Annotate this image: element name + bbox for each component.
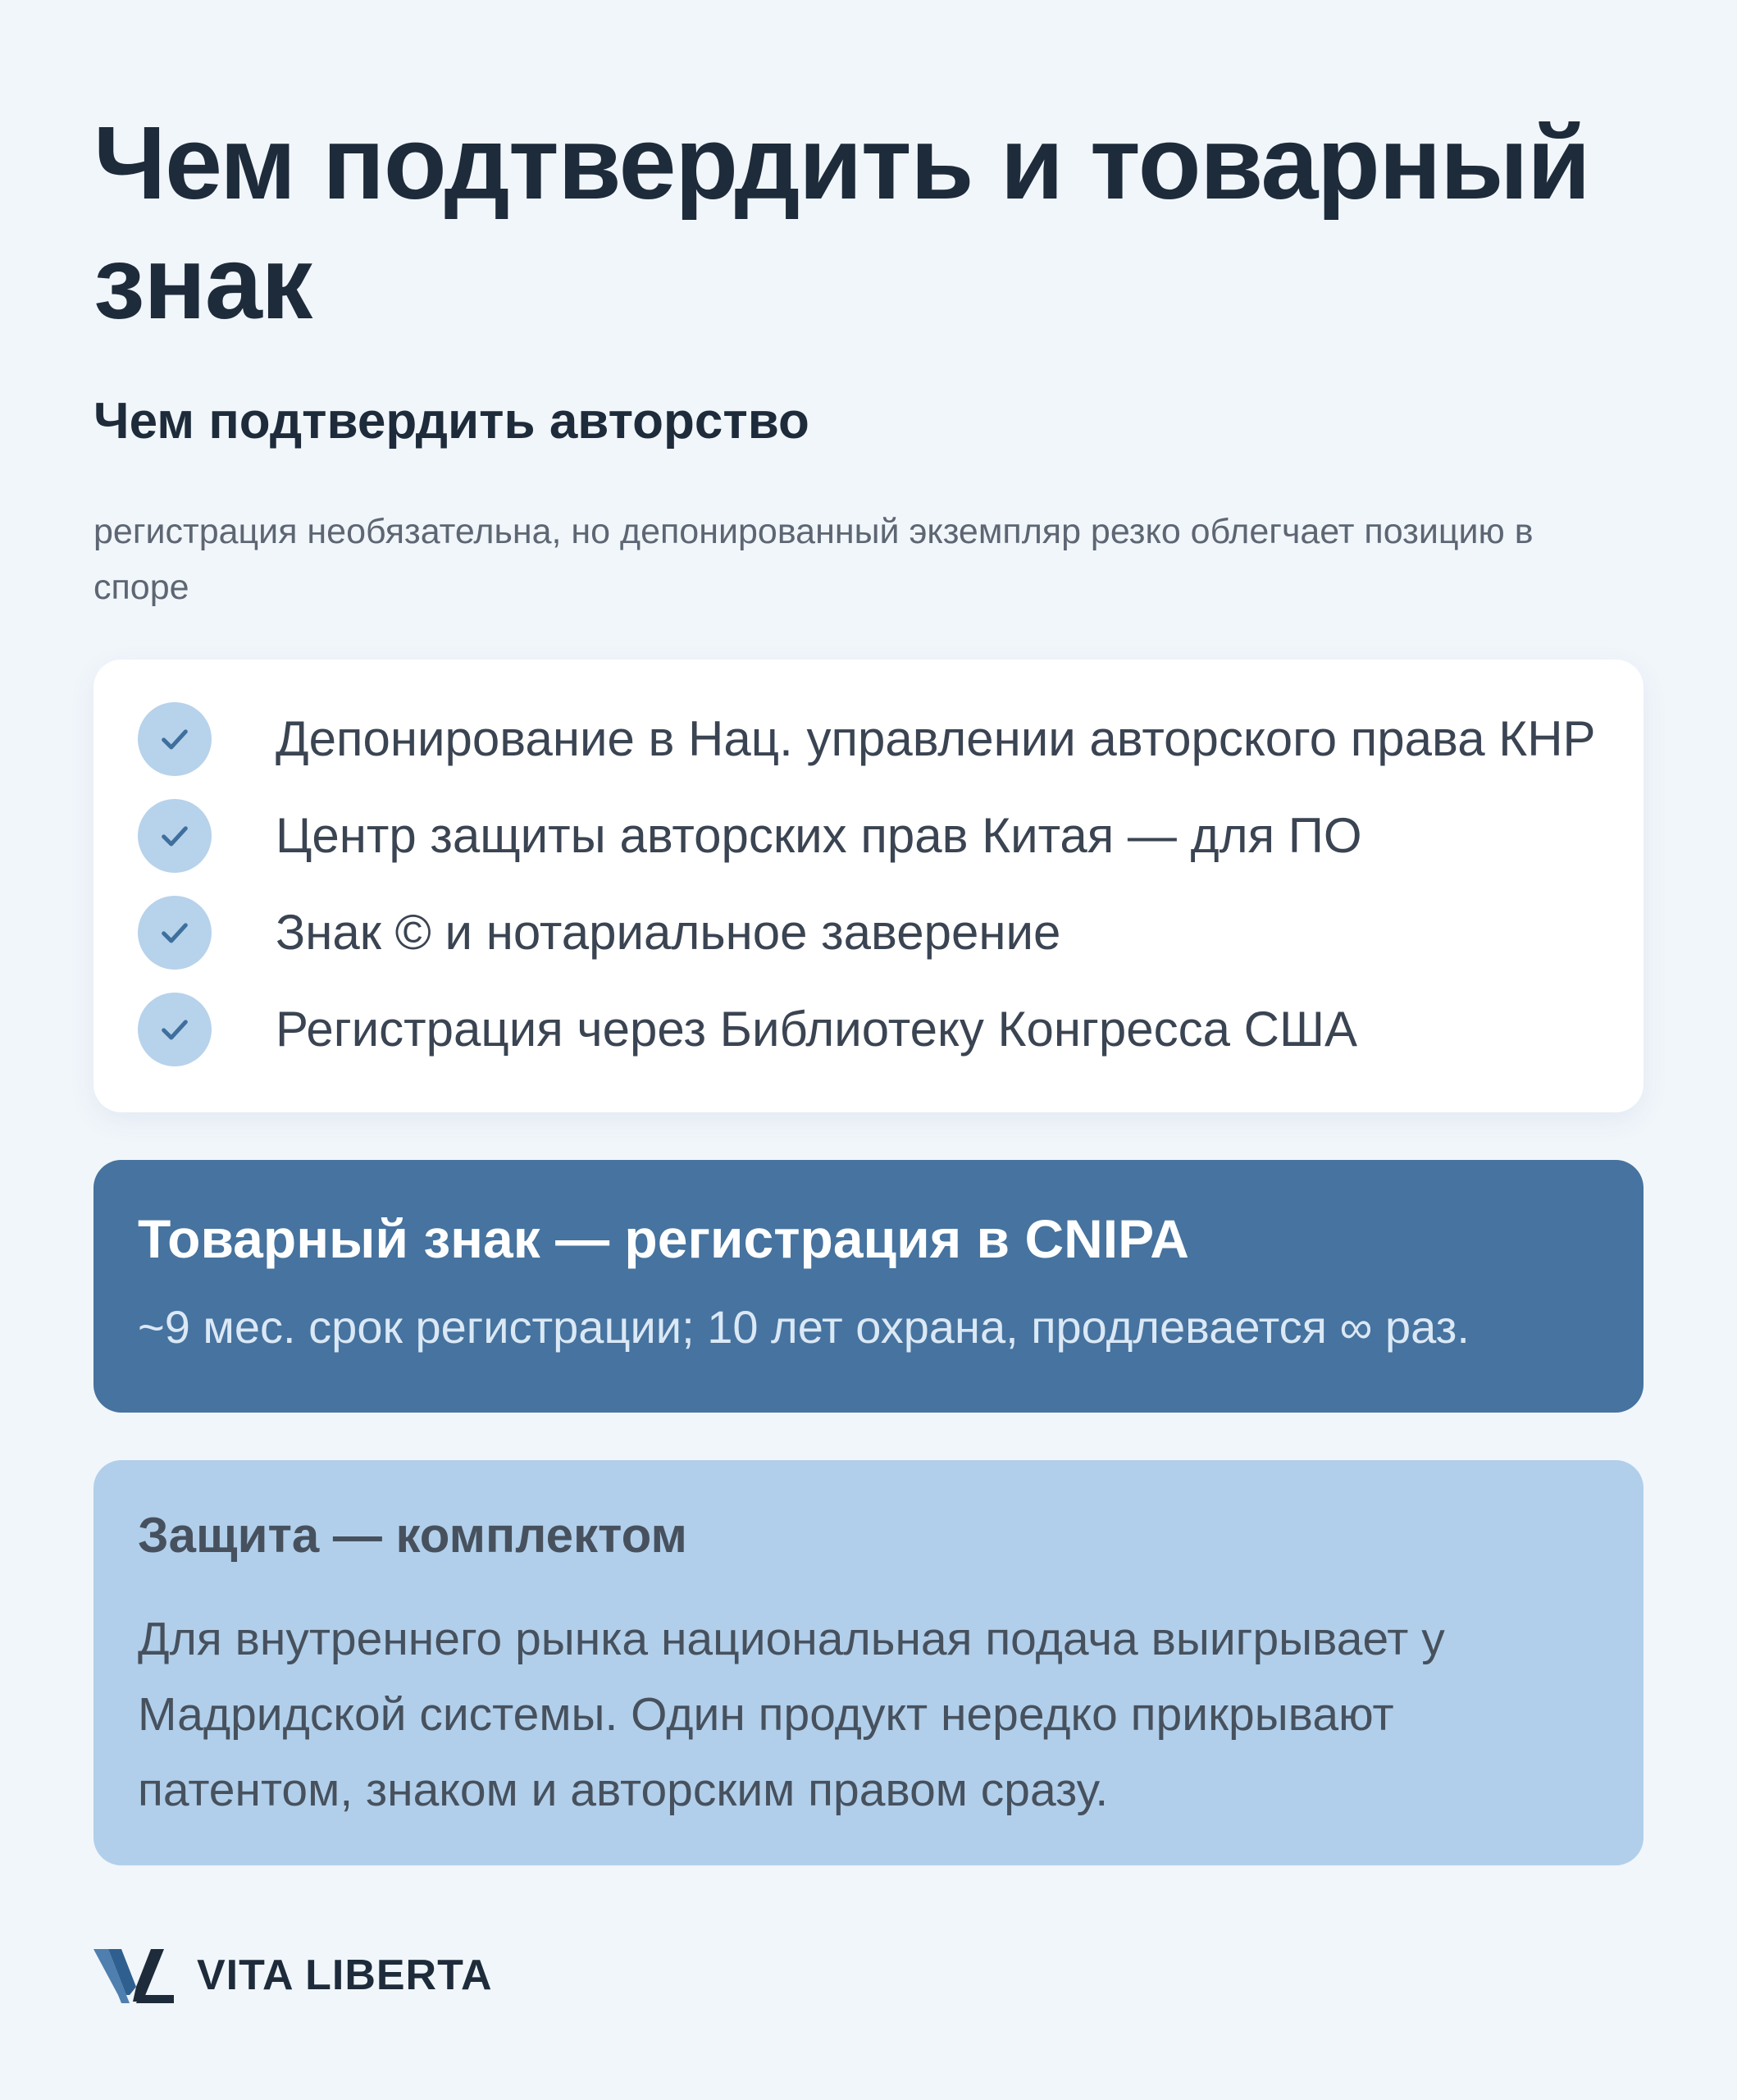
brand-logo (93, 1942, 493, 2008)
logo-mark-icon (93, 1944, 176, 2006)
list-item-label: Регистрация через Библиотеку Конгресса США (276, 1002, 1358, 1057)
trademark-title: Товарный знак — регистрация в CNIPA (138, 1208, 1189, 1269)
list-item-label: Депонирование в Нац. управлении авторского права КНР (276, 711, 1596, 766)
list-item (138, 799, 1362, 873)
list-item (138, 993, 1357, 1066)
complex-text: Для внутреннего рынка национальная подача выигрывает у Мадридской системы. Один продукт нередко прикрывают патентом, знаком и авторским правом сразу. (138, 1613, 1445, 1816)
list-item (138, 702, 1596, 776)
list-item-label: Знак © и нотариальное заверение (276, 905, 1061, 960)
list-item (138, 896, 1060, 970)
trademark-text: ~9 мес. срок регистрации; 10 лет охрана, продлевается ∞ раз. (138, 1301, 1470, 1353)
check-icon (138, 896, 212, 970)
check-icon (138, 993, 212, 1066)
page-title: Чем подтвердить и товарный знак (93, 105, 1590, 340)
logo-text: VITA LIBERTA (197, 1952, 493, 1999)
complex-title: Защита — комплектом (138, 1508, 687, 1563)
check-icon (138, 702, 212, 776)
section-subtitle: Чем подтвердить авторство (93, 393, 809, 450)
trademark-card (93, 1160, 1644, 1413)
check-icon (138, 799, 212, 873)
complex-protection-card (93, 1460, 1644, 1865)
section-note: регистрация необязательна, но депонированный экземпляр резко облегчает позицию в споре (93, 512, 1534, 607)
list-item-label: Центр защиты авторских прав Китая — для ПО (276, 808, 1362, 863)
authorship-card (93, 660, 1644, 1112)
